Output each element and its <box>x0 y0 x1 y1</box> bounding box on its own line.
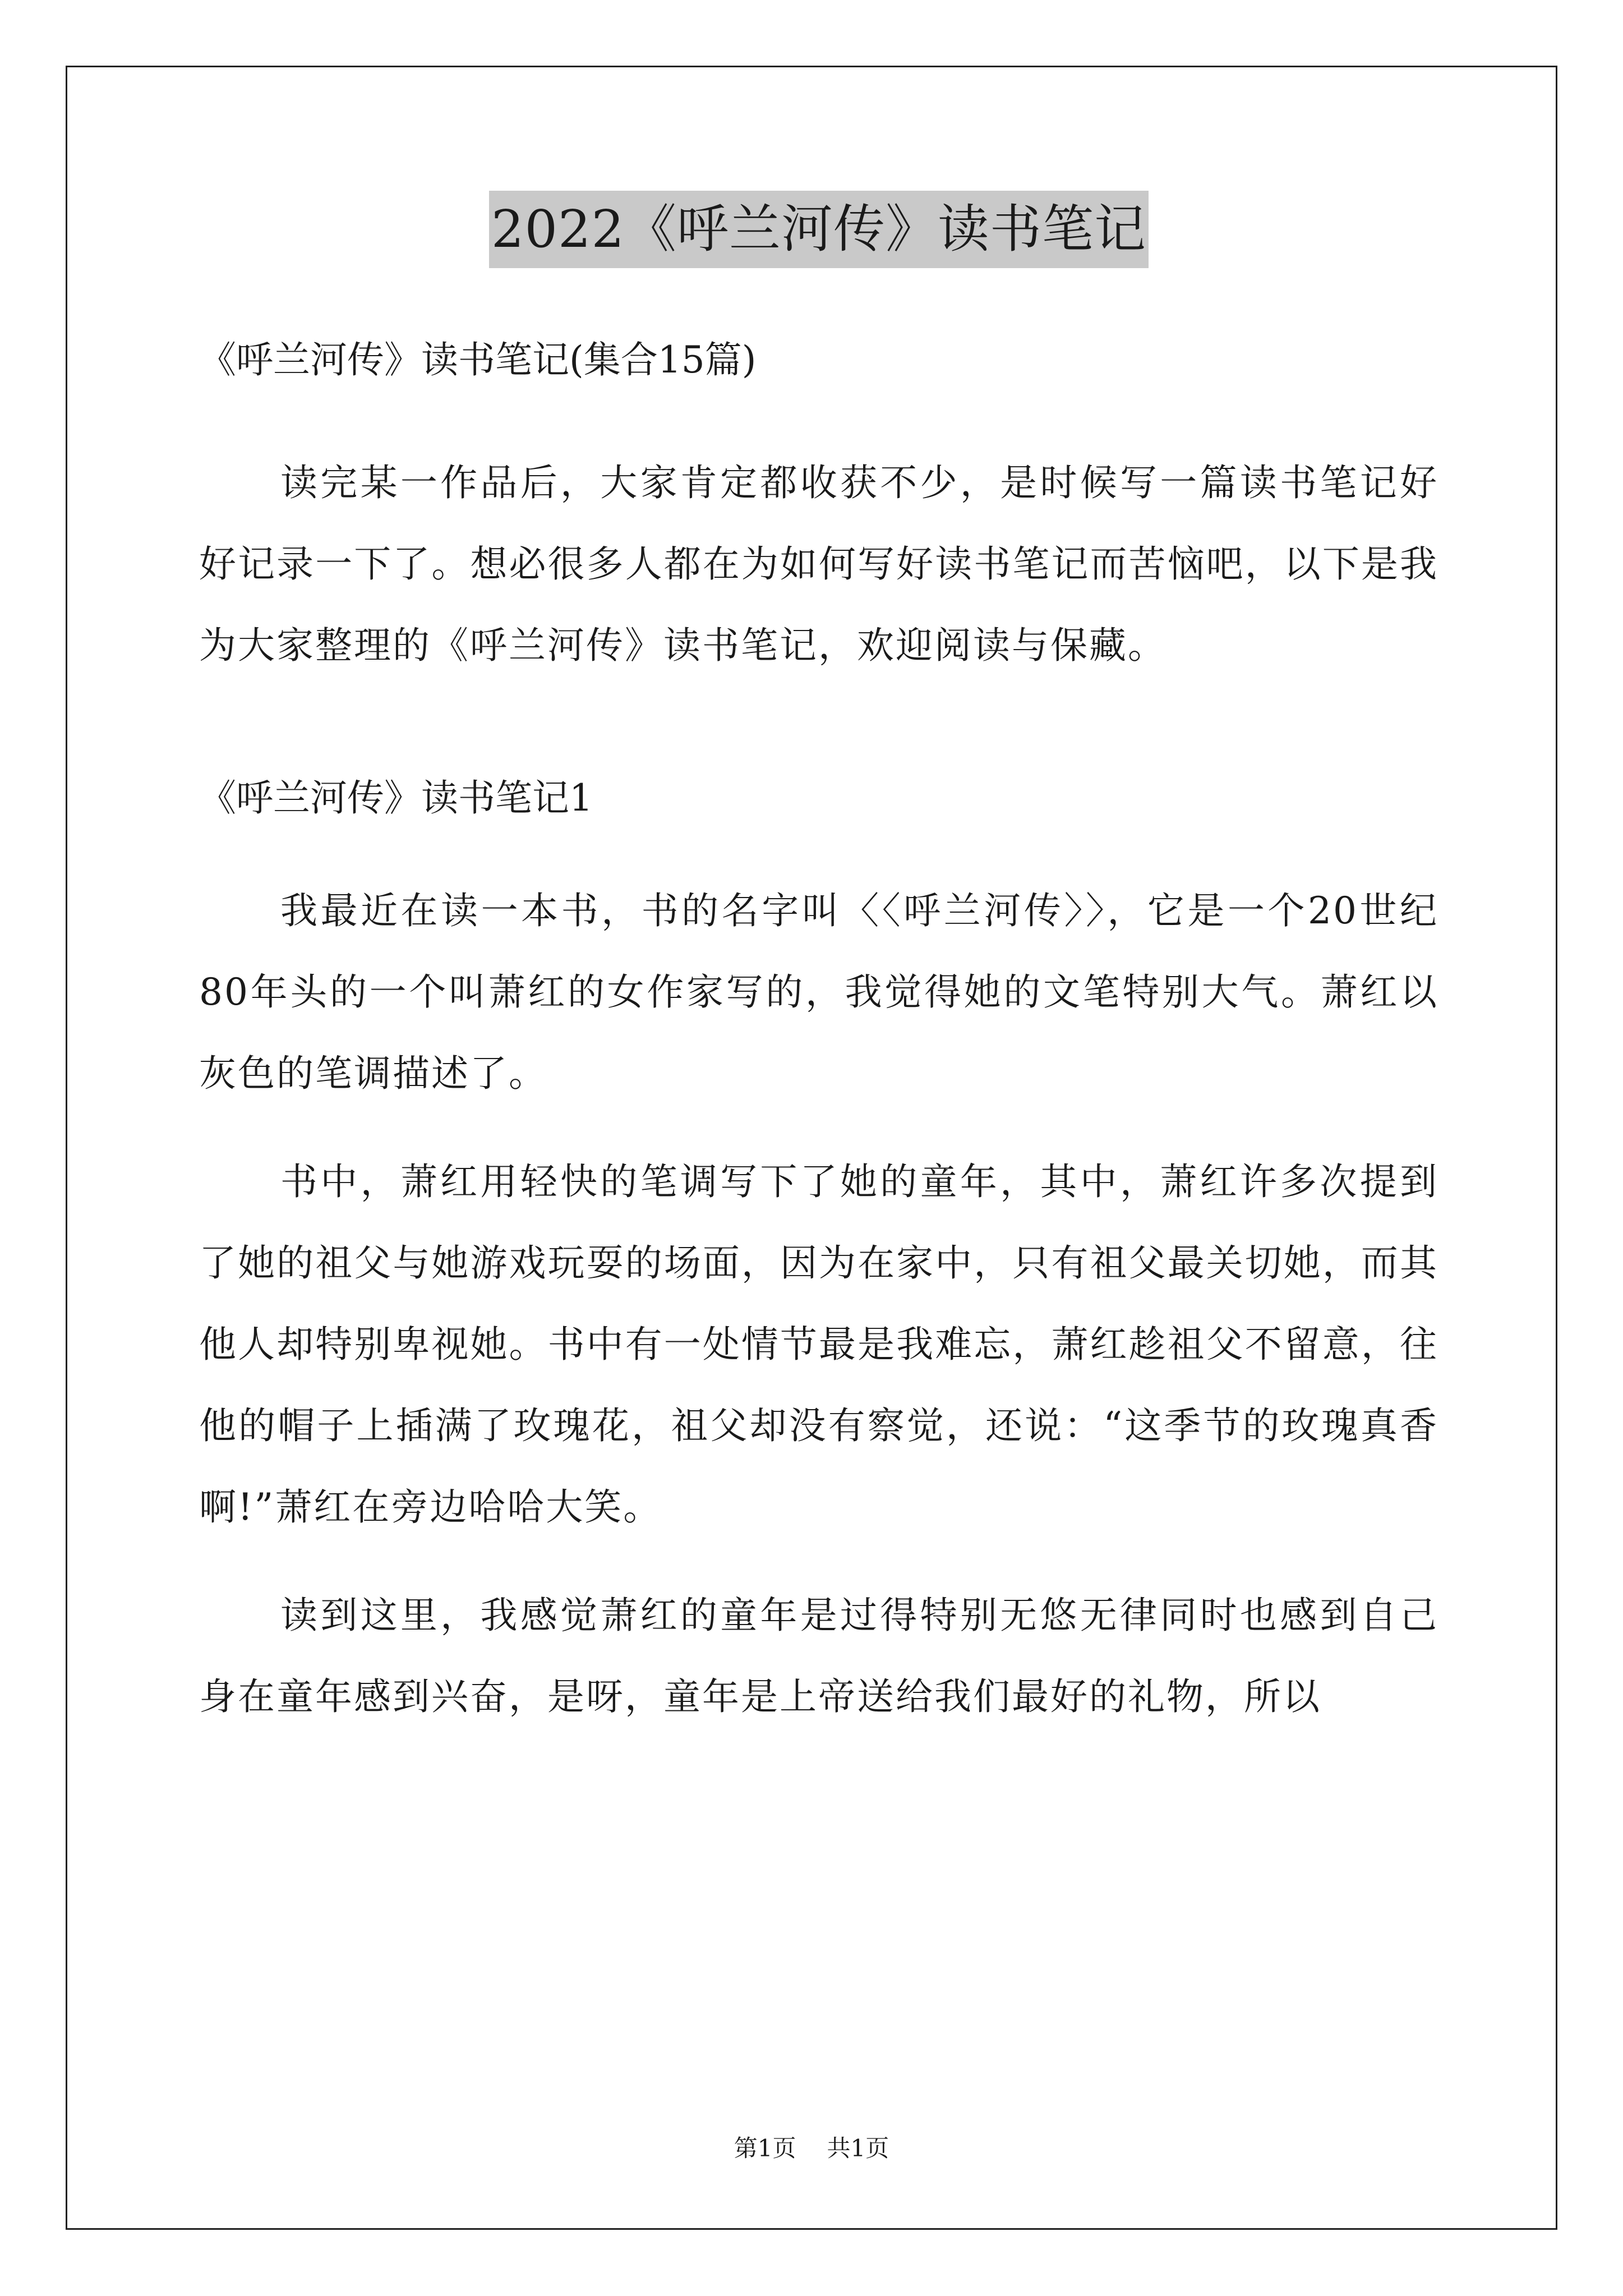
document-body <box>199 191 1438 1764</box>
title-container <box>199 191 1438 268</box>
document-subtitle: 《呼兰河传》读书笔记(集合15篇) <box>199 338 757 381</box>
document-title: 2022《呼兰河传》读书笔记 <box>489 191 1149 268</box>
section-heading: 《呼兰河传》读书笔记1 <box>199 776 593 820</box>
page-number: 第1页 <box>734 2134 796 2162</box>
page-footer <box>0 2132 1623 2165</box>
intro-paragraph: 读完某一作品后，大家肯定都收获不少，是时候写一篇读书笔记好好记录一下了。想必很多人都在为如何写好读书笔记而苦恼吧，以下是我为大家整理的《呼兰河传》读书笔记，欢迎阅读与保藏。 <box>199 461 1438 667</box>
body-paragraph: 读到这里，我感觉萧红的童年是过得特别无悠无律同时也感到自己身在童年感到兴奋，是呀，童年是上帝送给我们最好的礼物，所以 <box>199 1594 1438 1718</box>
page-total: 共1页 <box>827 2134 889 2162</box>
body-paragraph: 书中，萧红用轻快的笔调写下了她的童年，其中，萧红许多次提到了她的祖父与她游戏玩耍的场面，因为在家中，只有祖父最关切她，而其他人却特别卑视她。书中有一处情节最是我难忘，萧红趁祖父不留意，往他的帽子上插满了玫瑰花，祖父却没有察觉，还说：“这季节的玫瑰真香啊!”萧红在旁边哈哈大笑。 <box>199 1160 1438 1529</box>
body-paragraph: 我最近在读一本书，书的名字叫〈〈呼兰河传〉〉，它是一个20世纪80年头的一个叫萧红的女作家写的，我觉得她的文笔特别大气。萧红以灰色的笔调描述了。 <box>199 889 1438 1095</box>
